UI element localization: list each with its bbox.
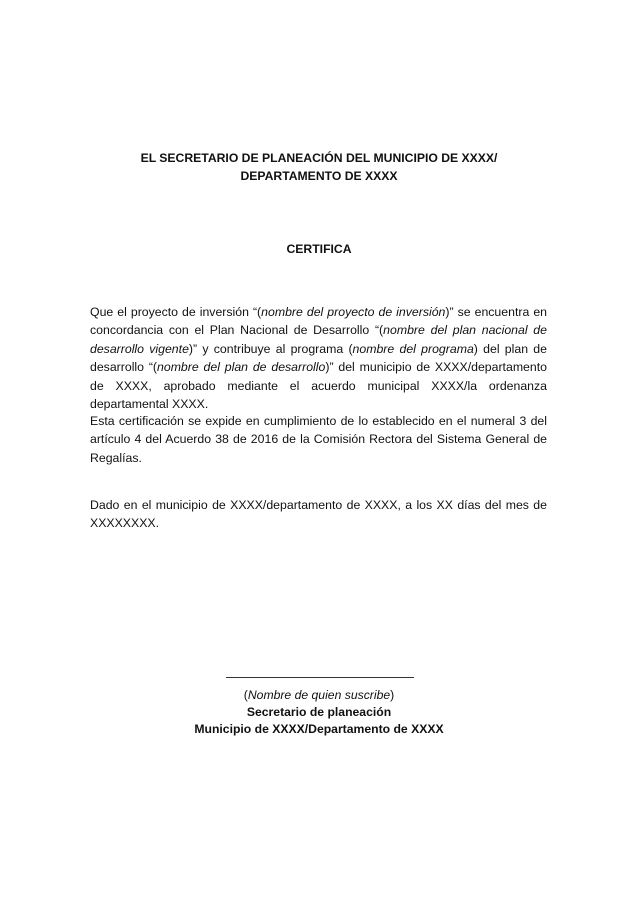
signer-title: Secretario de planeación [246, 705, 392, 719]
certifica-title: CERTIFICA [286, 242, 352, 256]
signature-block [90, 687, 548, 738]
p1-text-2: )” se encuentra en concordancia con el Plan Nacional de Desarrollo “( [90, 305, 547, 338]
p1-italic-plan-name: nombre del plan nacional de desarrollo vigente [90, 323, 547, 356]
paragraph-project [90, 303, 547, 413]
p1-text-4: ) del plan de desarrollo “( [90, 341, 547, 375]
p1-text-1: Que el proyecto de inversión “( [90, 305, 262, 319]
signer-name-open: ( [243, 688, 248, 702]
paragraph-legal-basis: Esta certificación se expide en cumplimiento de lo establecido en el numeral 3 del artículo 4 del Acuerdo 38 de 2016 de la Comisión Rectora del Sistema General de Regalías. [90, 414, 547, 465]
signer-name-placeholder: Nombre de quien suscribe [247, 688, 391, 702]
heading-line-2: DEPARTAMENTO DE XXXX [240, 169, 398, 183]
signer-name [90, 687, 548, 704]
paragraph-issued-at: Dado en el municipio de XXXX/departamento de XXXX, a los XX días del mes de XXXXXXXX. [90, 498, 547, 531]
p1-italic-project-name: nombre del proyecto de inversión [261, 305, 446, 319]
document-heading [90, 149, 548, 185]
p1-italic-program-name: nombre del programa [352, 341, 474, 356]
signer-name-close: ) [390, 688, 395, 702]
p1-italic-dev-plan-name: nombre del plan de desarrollo [157, 360, 326, 375]
p1-text-3: )” y contribuye al programa ( [188, 341, 353, 356]
signature-line [226, 677, 414, 678]
p1-text-5: )” del municipio de XXXX/departamento de XXXX, aprobado mediante el acuerdo municipal XXXX/la ordenanza departamental XXXX. [90, 360, 547, 412]
heading-line-1: EL SECRETARIO DE PLANEACIÓN DEL MUNICIPIO DE XXXX/ [140, 151, 498, 165]
signer-entity: Municipio de XXXX/Departamento de XXXX [194, 722, 444, 736]
